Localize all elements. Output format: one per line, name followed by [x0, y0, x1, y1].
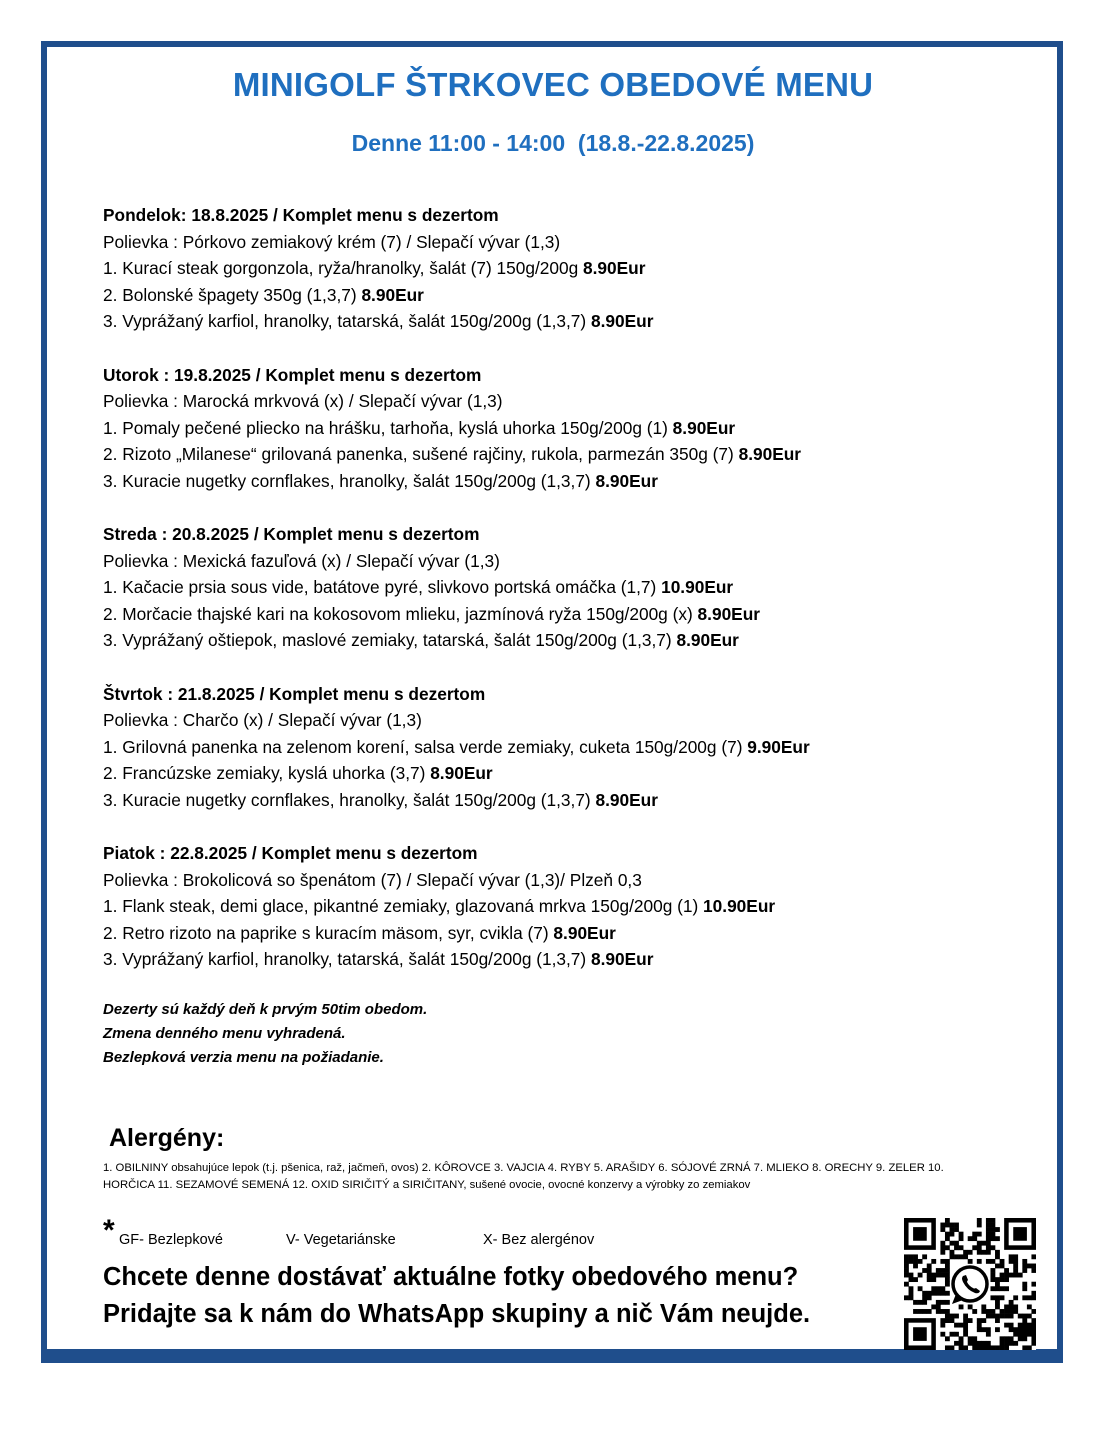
soup-line: Polievka : Pórkovo zemiakový krém (7) / Slepačí vývar (1,3): [103, 231, 561, 252]
price: 8.90Eur: [590, 311, 654, 331]
menu-item: 2. Rizoto „Milanese“ grilovaná panenka, sušené rajčiny, rukola, parmezán 350g (7) 8.90Eur: [103, 444, 802, 464]
promo-line: Chcete denne dostávať aktuálne fotky obedového menu?: [103, 1263, 799, 1291]
menu-item: 2. Francúzske zemiaky, kyslá uhorka (3,7) 8.90Eur: [103, 763, 493, 783]
menu-item: 2. Retro rizoto na paprike s kuracím mäsom, syr, cvikla (7) 8.90Eur: [103, 922, 616, 943]
day-heading: Utorok : 19.8.2025 / Komplet menu s dezertom: [103, 364, 482, 385]
price: 8.90Eur: [676, 630, 739, 650]
soup-line: Polievka : Mexická fazuľová (x) / Slepačí vývar (1,3): [103, 550, 500, 571]
price: 8.90Eur: [595, 470, 658, 491]
weekly-menu: [103, 202, 1003, 1000]
price: 8.90Eur: [430, 763, 493, 783]
price: 8.90Eur: [582, 258, 646, 278]
note-line: Bezlepková verzia menu na požiadanie.: [103, 1049, 384, 1066]
qr-finder-square: [913, 1327, 927, 1341]
menu-item: 2. Bolonské špagety 350g (1,3,7) 8.90Eur: [103, 284, 424, 305]
price: 9.90Eur: [747, 736, 810, 757]
menu-item: 3. Vyprážaný oštiepok, maslové zemiaky, tatarská, šalát 150g/200g (1,3,7) 8.90Eur: [103, 630, 739, 650]
soup-line: Polievka : Brokolicová so špenátom (7) / Slepačí vývar (1,3)/ Plzeň 0,3: [103, 869, 642, 890]
qr-finder-square: [913, 1227, 927, 1241]
menu-item: 2. Morčacie thajské kari na kokosovom mlieku, jazmínová ryža 150g/200g (x) 8.90Eur: [103, 603, 760, 624]
note-line: Zmena denného menu vyhradená.: [103, 1025, 346, 1042]
menu-item: 1. Kačacie prsia sous vide, batátove pyré, slivkovo portská omáčka (1,7) 10.90Eur: [103, 577, 734, 597]
menu-item: 1. Grilovná panenka na zelenom korení, salsa verde zemiaky, cuketa 150g/200g (7) 9.90Eur: [103, 736, 810, 757]
day-wednesday: [103, 521, 1003, 654]
whatsapp-icon: [952, 1267, 987, 1304]
qr-code[interactable]: [904, 1218, 1036, 1350]
promo-line: Pridajte sa k nám do WhatsApp skupiny a nič Vám neujde.: [103, 1300, 811, 1328]
day-heading: Štvrtok : 21.8.2025 / Komplet menu s dezertom: [103, 683, 486, 704]
menu-item: 3. Kuracie nugetky cornflakes, hranolky, šalát 150g/200g (1,3,7) 8.90Eur: [103, 470, 658, 491]
price: 10.90Eur: [703, 896, 776, 916]
day-heading: Pondelok: 18.8.2025 / Komplet menu s dezertom: [103, 205, 499, 225]
menu-item: 1. Kurací steak gorgonzola, ryža/hranolky, šalát (7) 150g/200g 8.90Eur: [103, 258, 646, 278]
day-thursday: [103, 681, 1003, 814]
price: 10.90Eur: [661, 577, 734, 597]
day-monday: [103, 202, 1003, 335]
price: 8.90Eur: [672, 417, 736, 438]
allergens-title: Alergény:: [109, 1124, 225, 1152]
qr-code-image: [904, 1218, 1036, 1350]
menu-notes: [103, 998, 803, 1070]
price: 8.90Eur: [590, 949, 654, 969]
soup-line: Polievka : Charčo (x) / Slepačí vývar (1,3): [103, 710, 422, 730]
menu-item: 1. Flank steak, demi glace, pikantné zemiaky, glazovaná mrkva 150g/200g (1) 10.90Eur: [103, 896, 776, 916]
page-title: MINIGOLF ŠTRKOVEC OBEDOVÉ MENU: [232, 66, 874, 103]
menu-item: 3. Vyprážaný karfiol, hranolky, tatarská, šalát 150g/200g (1,3,7) 8.90Eur: [103, 311, 654, 331]
legend-star: *: [103, 1214, 115, 1247]
legend-gluten-free: GF- Bezlepkové: [119, 1232, 223, 1248]
day-heading: Piatok : 22.8.2025 / Komplet menu s dezertom: [103, 843, 478, 863]
menu-item: 3. Vyprážaný karfiol, hranolky, tatarská, šalát 150g/200g (1,3,7) 8.90Eur: [103, 949, 654, 969]
page-subtitle: Denne 11:00 - 14:00 (18.8.-22.8.2025): [351, 130, 755, 156]
price: 8.90Eur: [553, 922, 616, 943]
day-friday: [103, 840, 1003, 973]
price: 8.90Eur: [361, 284, 424, 305]
menu-item: 3. Kuracie nugetky cornflakes, hranolky, šalát 150g/200g (1,3,7) 8.90Eur: [103, 789, 658, 810]
menu-item: 1. Pomaly pečené pliecko na hrášku, tarhoňa, kyslá uhorka 150g/200g (1) 8.90Eur: [103, 417, 736, 438]
price: 8.90Eur: [595, 789, 658, 810]
legend-vegetarian: V- Vegetariánske: [286, 1232, 396, 1248]
day-tuesday: [103, 362, 1003, 495]
soup-line: Polievka : Marocká mrkvová (x) / Slepačí vývar (1,3): [103, 391, 503, 411]
legend-allergen-free: X- Bez alergénov: [483, 1232, 595, 1248]
allergens-list: 1. OBILNINY obsahujúce lepok (t.j. pšenica, raž, jačmeň, ovos) 2. KÔROVCE 3. VAJCIA 4. RYBY 5. ARAŠIDY 6. SÓJOVÉ ZRNÁ 7. MLIEKO 8. ORECHY 9. ZELER 10. HORČICA 11. SEZAMOVÉ SEMENÁ 12. OXID SIRIČITÝ a SIRIČITANY, sušené ovocie, ovocné konzervy a výrobky zo zemiakov: [103, 1162, 944, 1191]
note-line: Dezerty sú každý deň k prvým 50tim obedom.: [103, 1001, 428, 1018]
day-heading: Streda : 20.8.2025 / Komplet menu s dezertom: [103, 524, 480, 544]
qr-finder-square: [1013, 1227, 1027, 1241]
price: 8.90Eur: [697, 603, 760, 624]
price: 8.90Eur: [738, 444, 802, 464]
whatsapp-promo: [103, 1259, 903, 1333]
legend: [103, 1214, 803, 1252]
